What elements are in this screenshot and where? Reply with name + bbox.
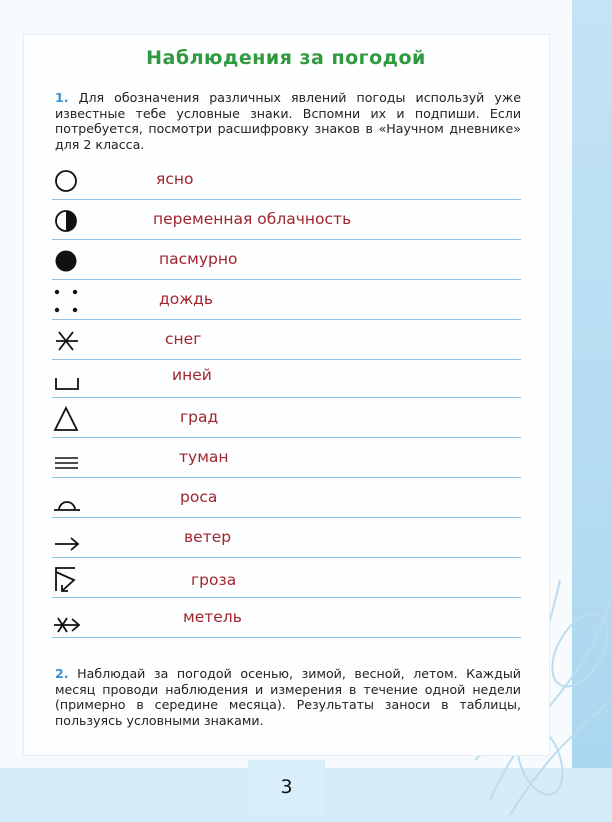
task-1-number: 1. bbox=[55, 90, 69, 105]
hoarfrost-icon bbox=[52, 364, 82, 394]
fog-icon bbox=[52, 444, 82, 474]
dew-icon bbox=[52, 484, 82, 514]
symbol-answer: ясно bbox=[156, 170, 194, 188]
symbol-answer: метель bbox=[183, 608, 242, 626]
symbol-answer: дождь bbox=[159, 290, 214, 308]
partly-cloudy-icon bbox=[52, 206, 82, 236]
overcast-icon bbox=[52, 246, 82, 276]
symbol-row bbox=[52, 200, 521, 240]
task-1-text: Для обозначения различных явлений погоды используй уже известные тебе условные знаки. Вспомни их и подпиши. Если потребуется, посмотри расшифровку знаков в «Научном дневнике» для 2 класса. bbox=[55, 90, 521, 152]
symbol-answer: иней bbox=[172, 366, 212, 384]
wind-icon bbox=[52, 524, 82, 554]
task-1-paragraph bbox=[55, 90, 521, 152]
answer-line bbox=[52, 637, 521, 638]
symbol-answer: переменная облачность bbox=[153, 210, 352, 228]
page-title: Наблюдения за погодой bbox=[146, 47, 426, 69]
symbol-row bbox=[52, 478, 521, 518]
symbol-row bbox=[52, 398, 521, 438]
symbol-answer: снег bbox=[165, 330, 202, 348]
page-number-tab bbox=[248, 760, 325, 816]
symbol-answer: ветер bbox=[184, 528, 232, 546]
symbol-row bbox=[52, 240, 521, 280]
symbol-row bbox=[52, 438, 521, 478]
symbol-row bbox=[52, 280, 521, 320]
page-number: 3 bbox=[280, 776, 293, 798]
symbol-row bbox=[52, 518, 521, 558]
hail-icon bbox=[52, 404, 82, 434]
symbol-row bbox=[52, 558, 521, 598]
symbol-answer: роса bbox=[180, 488, 218, 506]
symbol-row bbox=[52, 598, 521, 638]
task-2-number: 2. bbox=[55, 666, 69, 681]
symbol-answer: туман bbox=[179, 448, 229, 466]
symbol-row bbox=[52, 320, 521, 360]
clear-sky-icon bbox=[52, 166, 82, 196]
symbol-row bbox=[52, 160, 521, 200]
thunderstorm-icon bbox=[52, 564, 82, 594]
symbol-answer: град bbox=[180, 408, 219, 426]
symbol-row bbox=[52, 358, 521, 398]
task-2-paragraph bbox=[55, 666, 521, 728]
snow-icon bbox=[52, 326, 82, 356]
symbol-answer: гроза bbox=[191, 571, 237, 589]
blizzard-icon bbox=[52, 604, 82, 634]
task-2-text: Наблюдай за погодой осенью, зимой, весной, летом. Каждый месяц проводи наблюдения и измерения в течение одной недели (примерно в середине месяца). Результаты заноси в таблицы, пользуясь условными знаками. bbox=[55, 666, 521, 728]
rain-icon bbox=[52, 286, 82, 316]
symbol-answer: пасмурно bbox=[159, 250, 238, 268]
